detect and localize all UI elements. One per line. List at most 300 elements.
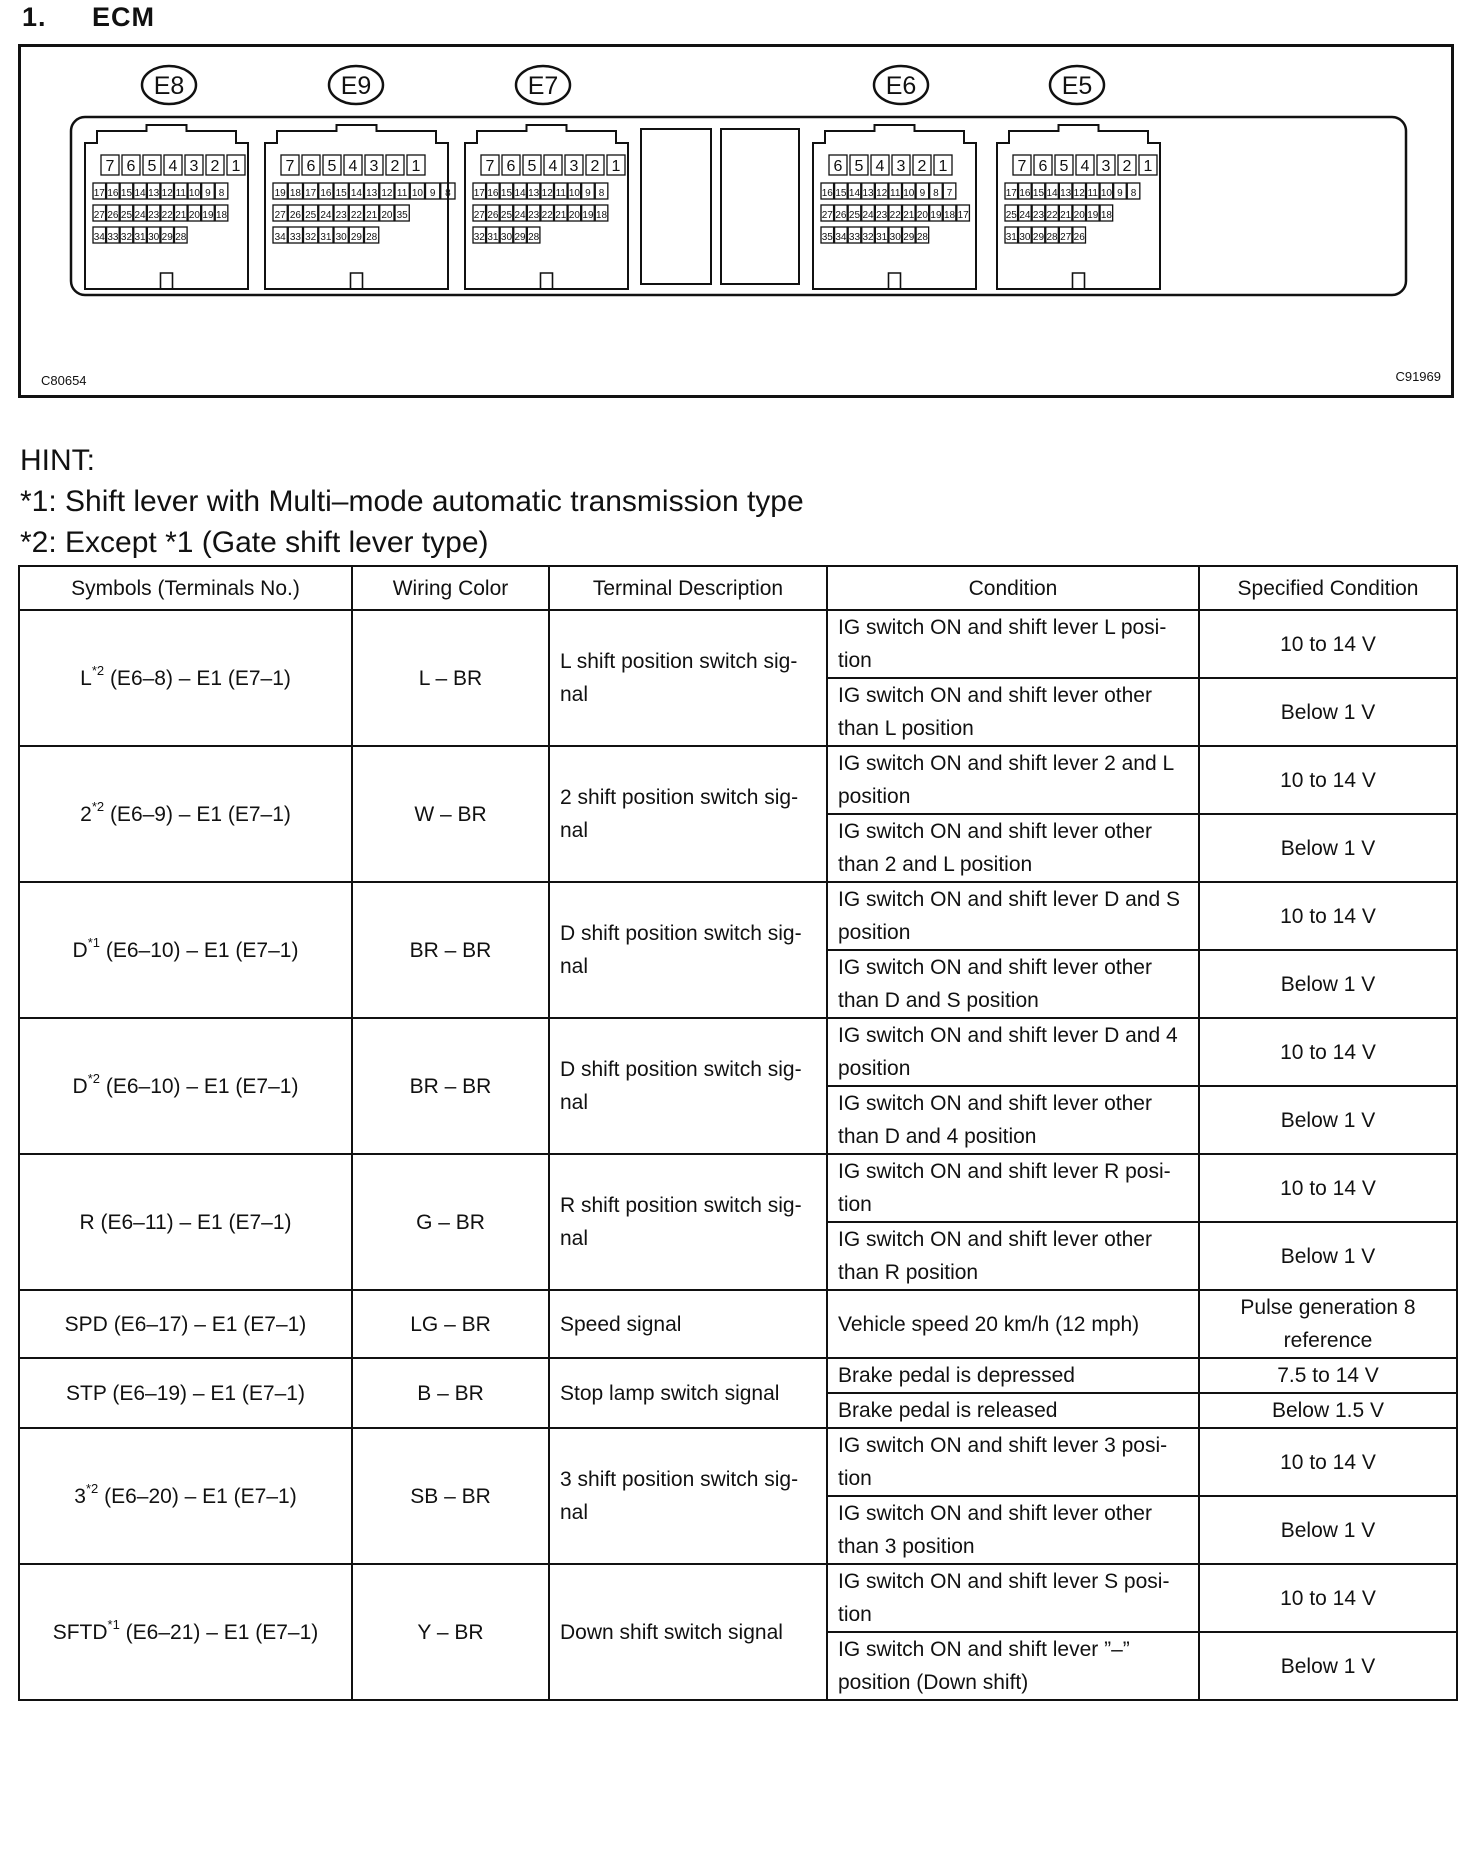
pin-number: 24 [862,210,874,221]
pin-number: 11 [890,188,901,199]
pin-number: 21 [175,210,187,221]
pin-number: 28 [916,232,928,243]
pin-number: 1 [231,158,241,175]
pin-number: 9 [585,188,591,199]
table-row [19,882,1457,950]
pin-number: 6 [833,158,843,175]
pin-number: 16 [487,188,499,199]
pin-number: 9 [205,188,211,199]
pin-number: 31 [134,232,146,243]
pin-number: 35 [821,232,833,243]
symbol-name: 2 [80,802,92,826]
specified-condition-cell: Below 1 V [1199,1496,1457,1564]
pin-number: 19 [1087,210,1099,221]
pin-number: 25 [305,210,317,221]
pin-number: 31 [876,232,888,243]
pin-number: 7 [1017,158,1027,175]
pin-number: 12 [876,188,888,199]
condition-cell: IG switch ON and shift lever D and 4 position [827,1018,1199,1086]
table-row [19,1290,1457,1358]
pin-number: 32 [862,232,874,243]
symbol-cell [19,882,352,1018]
pin-number: 34 [274,232,286,243]
pin-number: 8 [445,188,451,199]
symbol-name: L [80,666,92,690]
condition-cell: IG switch ON and shift lever other than 3 position [827,1496,1199,1564]
blank-slot [641,129,711,284]
pin-number: 33 [848,232,861,243]
pin-number: 26 [289,210,301,221]
pin-number: 16 [320,188,332,199]
pin-number: 32 [473,232,485,243]
wiring-color-cell: BR – BR [352,882,549,1018]
pin-number: 16 [821,188,833,199]
pin-number: 10 [411,188,423,199]
header-wiring-color: Wiring Color [352,566,549,610]
pin-number: 30 [335,232,347,243]
symbol-cell [19,1154,352,1290]
specified-condition-cell: Below 1 V [1199,1632,1457,1700]
pin-number: 16 [107,188,119,199]
table-row [19,1564,1457,1632]
pin-number: 7 [946,188,953,199]
specified-condition-cell: Below 1.5 V [1199,1393,1457,1428]
condition-cell: IG switch ON and shift lever other than D and 4 position [827,1086,1199,1154]
pin-number: 26 [1073,232,1085,243]
wiring-color-cell: LG – BR [352,1290,549,1358]
condition-cell: IG switch ON and shift lever 2 and L position [827,746,1199,814]
pin-number: 3 [369,158,379,175]
figure-code-left: C80654 [41,373,87,388]
hint-label: HINT: [20,444,95,477]
wiring-color-cell: SB – BR [352,1428,549,1564]
symbol-name: SFTD [52,1620,108,1644]
pin-number: 5 [1059,158,1069,175]
specified-condition-cell: Below 1 V [1199,1222,1457,1290]
terminal-numbers: (E6–17) – E1 (E7–1) [107,1312,307,1336]
pin-number: 34 [835,232,847,243]
terminal-description-cell: D shift position switch sig- nal [549,1018,827,1154]
pin-number: 29 [514,232,526,243]
connector-outline [997,125,1160,289]
symbol-name: 3 [74,1484,86,1508]
pin-number: 18 [289,188,301,199]
pin-number: 3 [1101,158,1111,175]
pin-number: 30 [889,232,901,243]
terminal-numbers: (E6–10) – E1 (E7–1) [100,938,299,962]
table-row [19,610,1457,678]
pin-number: 25 [120,210,133,221]
pin-number: 1 [411,158,421,175]
terminal-description-cell: Down shift switch signal [549,1564,827,1700]
pin-number: 9 [919,188,926,199]
table-header-row [19,566,1457,610]
condition-cell: IG switch ON and shift lever 3 posi- tion [827,1428,1199,1496]
pin-number: 10 [1100,188,1112,199]
connector-label: E9 [340,72,372,100]
terminal-description-cell: Stop lamp switch signal [549,1358,827,1428]
symbol-name: D [72,1074,88,1098]
connector-e6 [813,66,976,289]
pin-number: 22 [1046,210,1058,221]
pin-number: 3 [896,158,906,175]
pin-number: 35 [396,210,408,221]
table-row [19,1358,1457,1393]
pin-number: 2 [210,158,220,175]
pin-number: 18 [1100,210,1112,221]
pin-number: 14 [134,188,146,199]
pin-number: 24 [1019,210,1031,221]
pin-number: 22 [889,210,901,221]
pin-number: 20 [568,210,580,221]
condition-cell: IG switch ON and shift lever other than L position [827,678,1199,746]
table-row [19,1018,1457,1086]
connector-label: E5 [1061,72,1093,100]
pin-number: 4 [168,158,178,175]
pin-number: 7 [485,158,495,175]
pin-number: 8 [933,188,939,199]
condition-cell: Vehicle speed 20 km/h (12 mph) [827,1290,1199,1358]
pin-number: 29 [161,232,173,243]
pin-number: 17 [957,210,969,221]
terminal-numbers: (E6–9) – E1 (E7–1) [104,802,291,826]
pin-number: 19 [274,188,286,199]
hint-line-2: *2: Except *1 (Gate shift lever type) [20,526,489,559]
connector-e7 [465,66,628,289]
specified-condition-cell: 10 to 14 V [1199,610,1457,678]
terminal-spec-table [18,565,1458,1701]
condition-cell: Brake pedal is depressed [827,1358,1199,1393]
hint-block [20,440,804,563]
pin-number: 20 [381,210,393,221]
pin-number: 23 [335,210,347,221]
pin-number: 3 [569,158,579,175]
pin-number: 23 [1032,210,1045,221]
condition-cell: IG switch ON and shift lever D and S position [827,882,1199,950]
pin-number: 11 [175,188,186,199]
pin-number: 29 [903,232,915,243]
connector-label: E8 [153,72,185,100]
pin-number: 2 [1122,158,1132,175]
blank-slot [721,129,799,284]
pin-number: 33 [107,232,119,243]
connector-outline [85,125,248,289]
pin-number: 13 [148,188,160,199]
terminal-numbers: (E6–19) – E1 (E7–1) [106,1381,305,1405]
pin-number: 26 [487,210,499,221]
pin-number: 1 [938,158,948,175]
pin-number: 5 [147,158,157,175]
connector-e9 [265,66,455,289]
condition-cell: IG switch ON and shift lever other than D and S position [827,950,1199,1018]
pin-number: 28 [528,232,540,243]
pin-number: 25 [1005,210,1017,221]
symbol-footnote-mark: *2 [85,1480,99,1496]
pin-number: 9 [1117,188,1123,199]
terminal-description-cell: Speed signal [549,1290,827,1358]
pin-number: 17 [1005,188,1017,199]
pin-number: 15 [1032,188,1045,199]
specified-condition-cell: 10 to 14 V [1199,882,1457,950]
symbol-footnote-mark: *1 [107,1616,120,1632]
wiring-color-cell: W – BR [352,746,549,882]
pin-number: 23 [528,210,540,221]
specified-condition-cell: Below 1 V [1199,950,1457,1018]
pin-number: 17 [473,188,485,199]
pin-number: 27 [274,210,286,221]
symbol-footnote-mark: *2 [91,798,105,814]
pin-number: 14 [1046,188,1058,199]
pin-number: 19 [202,210,214,221]
pin-number: 12 [1073,188,1085,199]
table-row [19,1154,1457,1222]
pin-number: 13 [1060,188,1072,199]
pin-number: 26 [835,210,847,221]
pin-number: 31 [320,232,332,243]
pin-number: 11 [555,188,566,199]
pin-number: 7 [285,158,295,175]
pin-number: 6 [506,158,516,175]
pin-number: 3 [189,158,199,175]
symbol-cell [19,1428,352,1564]
specified-condition-cell: Pulse generation 8 reference [1199,1290,1457,1358]
specified-condition-cell: Below 1 V [1199,1086,1457,1154]
specified-condition-cell: Below 1 V [1199,814,1457,882]
condition-cell: Brake pedal is released [827,1393,1199,1428]
header-symbols: Symbols (Terminals No.) [19,566,352,610]
pin-number: 4 [348,158,358,175]
condition-cell: IG switch ON and shift lever L posi- tion [827,610,1199,678]
header-specified-condition: Specified Condition [1199,566,1457,610]
pin-number: 6 [306,158,316,175]
pin-number: 10 [903,188,915,199]
pin-number: 10 [188,188,200,199]
key-notch [541,273,553,289]
connector-label: E6 [885,72,917,100]
terminal-description-cell: L shift position switch sig- nal [549,610,827,746]
pin-number: 2 [590,158,600,175]
connector-e8 [85,66,248,289]
pin-number: 20 [916,210,928,221]
pin-number: 6 [1038,158,1048,175]
pin-number: 29 [1032,232,1045,243]
pin-number: 21 [555,210,567,221]
pin-number: 23 [876,210,888,221]
header-condition: Condition [827,566,1199,610]
ecm-connector-figure [18,44,1454,398]
symbol-name: R [79,1210,95,1234]
pin-number: 11 [396,188,408,199]
symbol-footnote-mark: *2 [91,662,105,678]
pin-number: 9 [429,188,436,199]
pin-number: 19 [930,210,942,221]
section-number: 1. [22,2,47,32]
connector-outline [265,125,448,289]
pin-number: 4 [1080,158,1090,175]
pin-number: 31 [1005,232,1017,243]
symbol-footnote-mark: *1 [87,934,100,950]
condition-cell: IG switch ON and shift lever other than 2 and L position [827,814,1199,882]
symbol-footnote-mark: *2 [87,1070,100,1086]
pin-number: 27 [821,210,833,221]
pin-number: 22 [161,210,173,221]
pin-number: 19 [582,210,594,221]
pin-number: 22 [350,210,362,221]
specified-condition-cell: 10 to 14 V [1199,1154,1457,1222]
pin-number: 8 [1130,188,1137,199]
condition-cell: IG switch ON and shift lever other than R position [827,1222,1199,1290]
pin-number: 26 [107,210,119,221]
pin-number: 20 [188,210,200,221]
pin-number: 15 [500,188,513,199]
pin-number: 15 [835,188,847,199]
symbol-name: STP [66,1381,107,1405]
wiring-color-cell: BR – BR [352,1018,549,1154]
pin-number: 28 [366,232,378,243]
pin-number: 31 [487,232,499,243]
pin-number: 29 [350,232,362,243]
wiring-color-cell: Y – BR [352,1564,549,1700]
pin-number: 23 [148,210,160,221]
terminal-numbers: (E6–11) – E1 (E7–1) [94,1210,292,1234]
terminal-numbers: (E6–10) – E1 (E7–1) [100,1074,299,1098]
pin-number: 13 [528,188,540,199]
connector-outline [465,125,628,289]
pin-number: 13 [366,188,378,199]
pin-number: 28 [175,232,187,243]
pin-number: 21 [1060,210,1072,221]
pin-number: 7 [105,158,115,175]
pin-number: 8 [598,188,605,199]
symbol-name: SPD [64,1312,108,1336]
hint-line-1: *1: Shift lever with Multi–mode automatic transmission type [20,485,804,518]
pin-number: 17 [93,188,105,199]
pin-number: 6 [126,158,136,175]
symbol-cell [19,746,352,882]
pin-number: 15 [335,188,347,199]
pin-number: 1 [611,158,621,175]
pin-number: 33 [289,232,301,243]
pin-number: 18 [215,210,228,221]
pin-number: 27 [473,210,485,221]
pin-number: 8 [218,188,225,199]
pin-number: 34 [93,232,105,243]
specified-condition-cell: 10 to 14 V [1199,1428,1457,1496]
pin-number: 25 [848,210,861,221]
pin-number: 12 [161,188,173,199]
section-heading: ECM [92,2,155,32]
pin-number: 12 [381,188,393,199]
pin-number: 28 [1046,232,1058,243]
key-notch [889,273,901,289]
condition-cell: IG switch ON and shift lever ”–” position (Down shift) [827,1632,1199,1700]
terminal-description-cell: 3 shift position switch sig- nal [549,1428,827,1564]
figure-code-right: C91969 [1395,369,1441,384]
terminal-description-cell: R shift position switch sig- nal [549,1154,827,1290]
key-notch [161,273,173,289]
pin-number: 24 [320,210,332,221]
pin-number: 13 [862,188,874,199]
key-notch [1073,273,1085,289]
specified-condition-cell: Below 1 V [1199,678,1457,746]
symbol-cell [19,1358,352,1428]
pin-number: 24 [134,210,146,221]
pin-number: 14 [514,188,526,199]
pin-number: 15 [120,188,133,199]
wiring-color-cell: L – BR [352,610,549,746]
key-notch [351,273,363,289]
pin-number: 32 [305,232,317,243]
condition-cell: IG switch ON and shift lever S posi- tion [827,1564,1199,1632]
header-terminal-description: Terminal Description [549,566,827,610]
pin-number: 4 [875,158,885,175]
pin-number: 1 [1143,158,1153,175]
specified-condition-cell: 10 to 14 V [1199,1564,1457,1632]
pin-number: 18 [943,210,956,221]
symbol-cell [19,1564,352,1700]
pin-number: 21 [366,210,378,221]
symbol-cell [19,1290,352,1358]
wiring-color-cell: G – BR [352,1154,549,1290]
pin-number: 4 [548,158,558,175]
pin-number: 14 [350,188,362,199]
pin-number: 5 [854,158,864,175]
pin-number: 5 [527,158,537,175]
pin-number: 20 [1073,210,1085,221]
table-row [19,746,1457,814]
pin-number: 17 [305,188,317,199]
connector-outline [813,125,976,289]
pin-number: 27 [93,210,105,221]
pin-number: 30 [148,232,160,243]
terminal-numbers: (E6–20) – E1 (E7–1) [98,1484,297,1508]
pin-number: 10 [568,188,580,199]
pin-number: 22 [541,210,553,221]
pin-number: 11 [1087,188,1098,199]
pin-number: 30 [500,232,513,243]
wiring-color-cell: B – BR [352,1358,549,1428]
connector-label: E7 [527,72,559,100]
symbol-cell [19,1018,352,1154]
pin-number: 32 [120,232,133,243]
pin-number: 2 [917,158,927,175]
terminal-description-cell: D shift position switch sig- nal [549,882,827,1018]
section-title [22,2,155,33]
pin-number: 16 [1019,188,1031,199]
terminal-description-cell: 2 shift position switch sig- nal [549,746,827,882]
pin-number: 12 [541,188,553,199]
pin-number: 5 [327,158,337,175]
specified-condition-cell: 7.5 to 14 V [1199,1358,1457,1393]
pin-number: 18 [595,210,608,221]
pin-number: 25 [500,210,513,221]
symbol-cell [19,610,352,746]
pin-number: 24 [514,210,526,221]
specified-condition-cell: 10 to 14 V [1199,1018,1457,1086]
pin-number: 27 [1060,232,1072,243]
connector-e5 [997,66,1160,289]
pin-number: 14 [848,188,861,199]
table-body [19,610,1457,1700]
pin-number: 2 [390,158,400,175]
ecm-connector-diagram [21,47,1451,395]
terminal-numbers: (E6–21) – E1 (E7–1) [119,1620,319,1644]
pin-number: 21 [903,210,915,221]
condition-cell: IG switch ON and shift lever R posi- tion [827,1154,1199,1222]
table-row [19,1428,1457,1496]
terminal-numbers: (E6–8) – E1 (E7–1) [104,666,291,690]
symbol-name: D [72,938,88,962]
